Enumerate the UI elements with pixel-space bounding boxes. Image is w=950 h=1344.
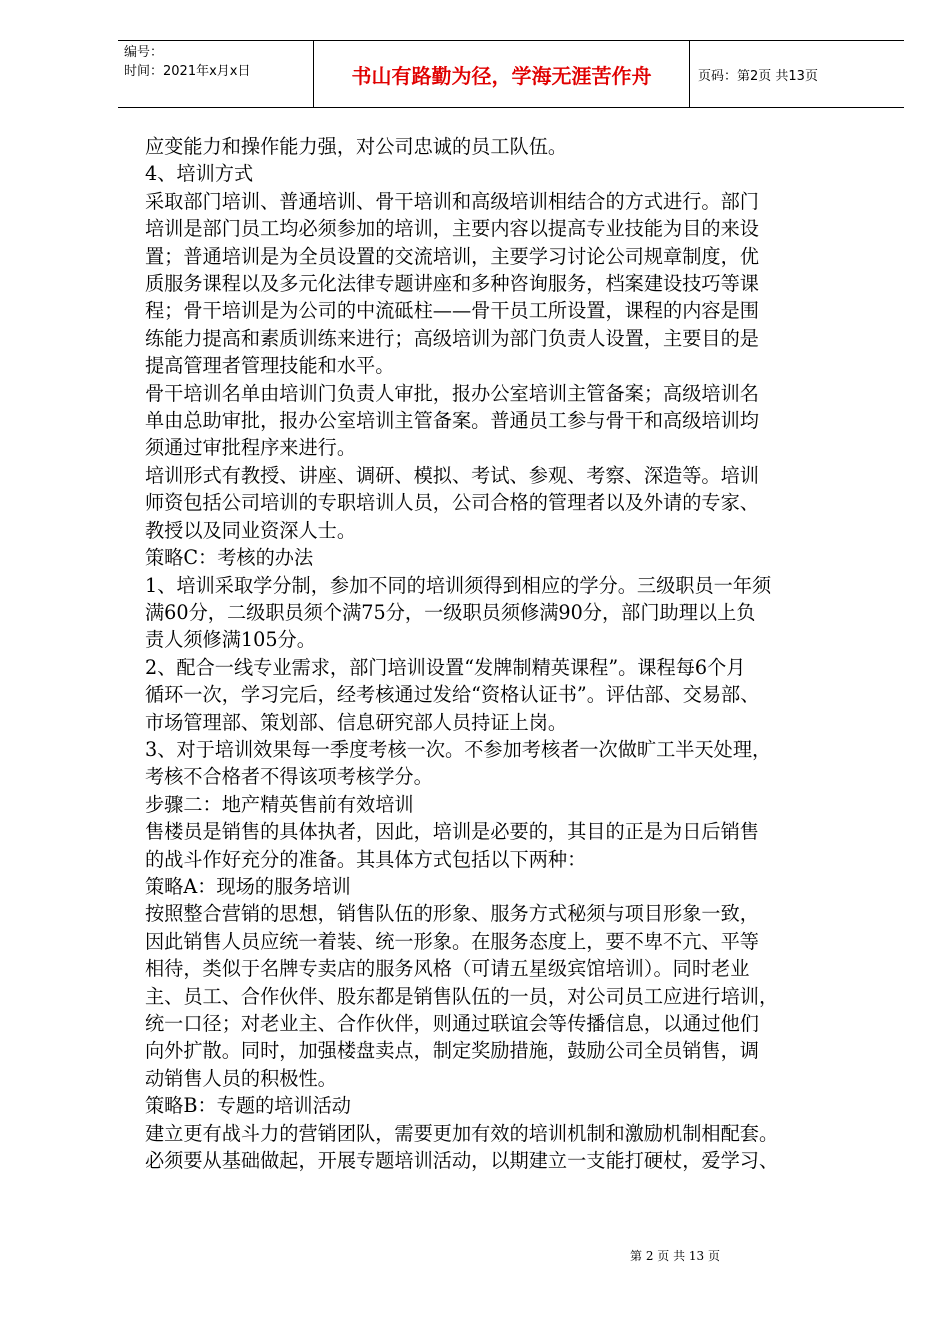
text-line: 相待，类似于名牌专卖店的服务风格（可请五星级宾馆培训）。同时老业 <box>145 957 750 981</box>
text-line: 策略B：专题的培训活动 <box>145 1094 351 1118</box>
text-line: 策略C：考核的办法 <box>145 546 314 570</box>
text-line: 市场管理部、策划部、信息研究部人员持证上岗。 <box>145 710 568 734</box>
text-line: 单由总助审批，报办公室培训主管备案。普通员工参与骨干和高级培训均 <box>145 409 759 433</box>
text-line: 4、培训方式 <box>145 162 254 186</box>
text-line: 循环一次，学习完后，经考核通过发给“资格认证书”。评估部、交易部、 <box>145 683 760 707</box>
text-line: 2、配合一线专业需求，部门培训设置“发牌制精英课程”。课程每6个月 <box>145 655 746 679</box>
text-line: 按照整合营销的思想，销售队伍的形象、服务方式秘须与项目形象一致， <box>145 902 759 926</box>
text-line: 须通过审批程序来进行。 <box>145 436 357 460</box>
text-line: 主、员工、合作伙伴、股东都是销售队伍的一员，对公司员工应进行培训， <box>145 984 779 1008</box>
text-line: 1、培训采取学分制，参加不同的培训须得到相应的学分。三级职员一年须 <box>145 573 772 597</box>
text-line: 考核不合格者不得该项考核学分。 <box>145 765 433 789</box>
text-line: 师资包括公司培训的专职培训人员，公司合格的管理者以及外请的专家、 <box>145 491 759 515</box>
text-line: 练能力提高和素质训练来进行；高级培训为部门负责人设置，主要目的是 <box>145 326 759 350</box>
text-line: 培训是部门员工均必须参加的培训，主要内容以提高专业技能为目的来设 <box>145 217 759 241</box>
page-header <box>118 40 904 108</box>
header-page-info: 页码：第2页 共13页 <box>698 68 818 84</box>
text-line: 向外扩散。同时，加强楼盘卖点，制定奖励措施，鼓励公司全员销售，调 <box>145 1039 759 1063</box>
document-number-label: 编号： <box>124 45 164 60</box>
header-motto: 书山有路勤为径，学海无涯苦作舟 <box>314 41 690 107</box>
text-line: 提高管理者管理技能和水平。 <box>145 354 395 378</box>
document-time-label: 时间：2021年x月x日 <box>124 64 251 79</box>
document-body <box>145 133 885 1174</box>
text-line: 必须要从基础做起，开展专题培训活动，以期建立一支能打硬杖，爱学习、 <box>145 1149 779 1173</box>
text-line: 售楼员是销售的具体执者，因此，培训是必要的，其目的正是为日后销售 <box>145 820 759 844</box>
text-line: 3、对于培训效果每一季度考核一次。不参加考核者一次做旷工半天处理， <box>145 737 772 761</box>
text-line: 置；普通培训是为全员设置的交流培训，主要学习讨论公司规章制度，优 <box>145 244 759 268</box>
text-line: 骨干培训名单由培训门负责人审批，报办公室培训主管备案；高级培训名 <box>145 381 759 405</box>
text-line: 因此销售人员应统一着装、统一形象。在服务态度上，要不卑不亢、平等 <box>145 929 759 953</box>
header-meta <box>118 41 314 107</box>
text-line: 的战斗作好充分的准备。其具体方式包括以下两种： <box>145 847 587 871</box>
text-line: 教授以及同业资深人士。 <box>145 518 357 542</box>
text-line: 策略A：现场的服务培训 <box>145 874 351 898</box>
text-line: 满60分，二级职员须个满75分，一级职员须修满90分，部门助理以上负 <box>145 600 756 624</box>
text-line: 采取部门培训、普通培训、骨干培训和高级培训相结合的方式进行。部门 <box>145 189 759 213</box>
page-footer: 第 2 页 共 13 页 <box>630 1249 720 1263</box>
text-line: 步骤二：地产精英售前有效培训 <box>145 792 414 816</box>
text-line: 责人须修满105分。 <box>145 628 316 652</box>
text-line: 建立更有战斗力的营销团队，需要更加有效的培训机制和激励机制相配套。 <box>145 1121 779 1145</box>
text-line: 培训形式有教授、讲座、调研、模拟、考试、参观、考察、深造等。培训 <box>145 463 759 487</box>
text-line: 程；骨干培训是为公司的中流砥柱——骨干员工所设置，课程的内容是围 <box>145 299 759 323</box>
text-line: 质服务课程以及多元化法律专题讲座和多种咨询服务，档案建设技巧等课 <box>145 272 759 296</box>
text-line: 统一口径；对老业主、合作伙伴，则通过联谊会等传播信息，以通过他们 <box>145 1012 759 1035</box>
text-line: 应变能力和操作能力强，对公司忠诚的员工队伍。 <box>145 135 568 158</box>
text-line: 动销售人员的积极性。 <box>145 1066 337 1090</box>
